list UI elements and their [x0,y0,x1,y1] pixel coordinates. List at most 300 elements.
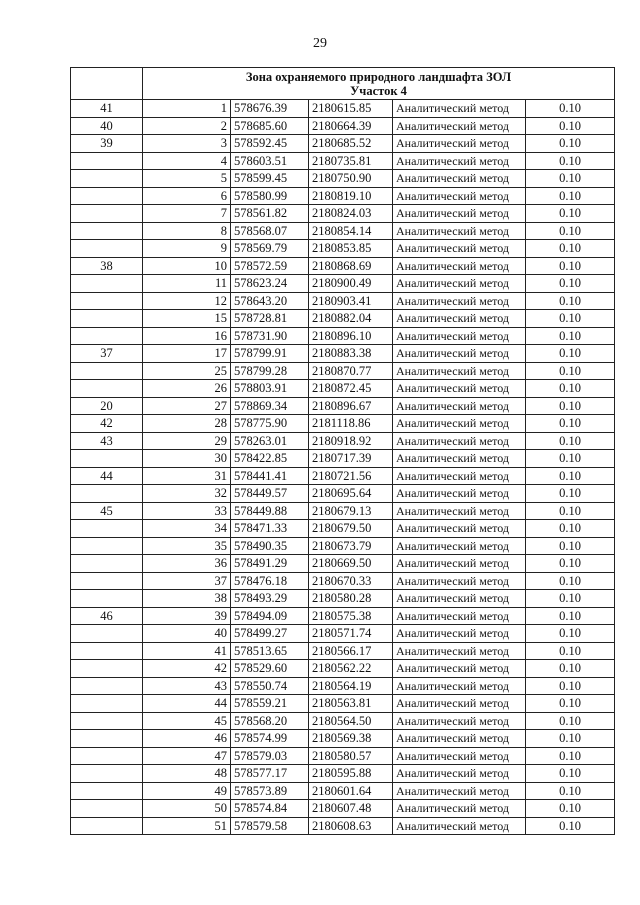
accuracy-cell: 0.10 [526,135,615,153]
method-cell: Аналитический метод [393,397,526,415]
point-number-cell: 51 [143,817,231,835]
accuracy-cell: 0.10 [526,572,615,590]
x-coordinate-cell: 578580.99 [231,187,309,205]
page-number: 29 [313,36,327,51]
group-number-cell: 46 [71,607,143,625]
method-cell: Аналитический метод [393,135,526,153]
method-cell: Аналитический метод [393,432,526,450]
point-number-cell: 4 [143,152,231,170]
accuracy-cell: 0.10 [526,520,615,538]
y-coordinate-cell: 2180854.14 [309,222,393,240]
group-number-cell [71,817,143,835]
group-number-cell [71,625,143,643]
group-number-cell [71,170,143,188]
x-coordinate-cell: 578728.81 [231,310,309,328]
y-coordinate-cell: 2180685.52 [309,135,393,153]
point-number-cell: 45 [143,712,231,730]
y-coordinate-cell: 2180580.28 [309,590,393,608]
x-coordinate-cell: 578449.57 [231,485,309,503]
y-coordinate-cell: 2180562.22 [309,660,393,678]
x-coordinate-cell: 578491.29 [231,555,309,573]
table-title [143,68,615,100]
y-coordinate-cell: 2180670.33 [309,572,393,590]
group-number-cell [71,292,143,310]
table-row [71,292,615,310]
accuracy-cell: 0.10 [526,782,615,800]
x-coordinate-cell: 578676.39 [231,100,309,118]
accuracy-cell: 0.10 [526,537,615,555]
accuracy-cell: 0.10 [526,275,615,293]
group-number-cell [71,380,143,398]
method-cell: Аналитический метод [393,362,526,380]
method-cell: Аналитический метод [393,642,526,660]
table-row [71,362,615,380]
method-cell: Аналитический метод [393,450,526,468]
x-coordinate-cell: 578561.82 [231,205,309,223]
method-cell: Аналитический метод [393,782,526,800]
x-coordinate-cell: 578803.91 [231,380,309,398]
y-coordinate-cell: 2180608.63 [309,817,393,835]
table-row [71,730,615,748]
point-number-cell: 50 [143,800,231,818]
table-header-row [71,68,615,100]
point-number-cell: 41 [143,642,231,660]
table-row [71,240,615,258]
method-cell: Аналитический метод [393,292,526,310]
table-row [71,467,615,485]
point-number-cell: 40 [143,625,231,643]
x-coordinate-cell: 578599.45 [231,170,309,188]
method-cell: Аналитический метод [393,345,526,363]
x-coordinate-cell: 578579.03 [231,747,309,765]
y-coordinate-cell: 2180853.85 [309,240,393,258]
x-coordinate-cell: 578569.79 [231,240,309,258]
method-cell: Аналитический метод [393,537,526,555]
method-cell: Аналитический метод [393,187,526,205]
y-coordinate-cell: 2180595.88 [309,765,393,783]
x-coordinate-cell: 578799.91 [231,345,309,363]
group-number-cell: 38 [71,257,143,275]
group-number-cell [71,555,143,573]
group-number-cell [71,660,143,678]
accuracy-cell: 0.10 [526,292,615,310]
table-row [71,450,615,468]
y-coordinate-cell: 2180601.64 [309,782,393,800]
point-number-cell: 10 [143,257,231,275]
table-row [71,222,615,240]
table-row [71,187,615,205]
method-cell: Аналитический метод [393,152,526,170]
y-coordinate-cell: 2180673.79 [309,537,393,555]
y-coordinate-cell: 2180566.17 [309,642,393,660]
table-row [71,520,615,538]
group-number-cell [71,205,143,223]
group-number-cell [71,747,143,765]
table-row [71,205,615,223]
x-coordinate-cell: 578572.59 [231,257,309,275]
y-coordinate-cell: 2180564.19 [309,677,393,695]
x-coordinate-cell: 578574.84 [231,800,309,818]
method-cell: Аналитический метод [393,502,526,520]
point-number-cell: 17 [143,345,231,363]
x-coordinate-cell: 578529.60 [231,660,309,678]
y-coordinate-cell: 2180918.92 [309,432,393,450]
y-coordinate-cell: 2180872.45 [309,380,393,398]
point-number-cell: 48 [143,765,231,783]
method-cell: Аналитический метод [393,712,526,730]
group-number-cell [71,450,143,468]
method-cell: Аналитический метод [393,747,526,765]
y-coordinate-cell: 2180903.41 [309,292,393,310]
group-number-cell [71,800,143,818]
accuracy-cell: 0.10 [526,642,615,660]
accuracy-cell: 0.10 [526,240,615,258]
x-coordinate-cell: 578592.45 [231,135,309,153]
y-coordinate-cell: 2180868.69 [309,257,393,275]
point-number-cell: 15 [143,310,231,328]
y-coordinate-cell: 2180571.74 [309,625,393,643]
group-number-cell [71,327,143,345]
x-coordinate-cell: 578494.09 [231,607,309,625]
method-cell: Аналитический метод [393,677,526,695]
method-cell: Аналитический метод [393,520,526,538]
point-number-cell: 39 [143,607,231,625]
group-number-cell [71,187,143,205]
y-coordinate-cell: 2180679.13 [309,502,393,520]
accuracy-cell: 0.10 [526,467,615,485]
y-coordinate-cell: 2180607.48 [309,800,393,818]
x-coordinate-cell: 578577.17 [231,765,309,783]
group-number-cell [71,695,143,713]
y-coordinate-cell: 2181118.86 [309,415,393,433]
table-row [71,712,615,730]
accuracy-cell: 0.10 [526,555,615,573]
group-number-cell [71,240,143,258]
point-number-cell: 27 [143,397,231,415]
x-coordinate-cell: 578568.20 [231,712,309,730]
group-number-cell [71,590,143,608]
method-cell: Аналитический метод [393,590,526,608]
x-coordinate-cell: 578643.20 [231,292,309,310]
method-cell: Аналитический метод [393,607,526,625]
y-coordinate-cell: 2180679.50 [309,520,393,538]
table-row [71,590,615,608]
point-number-cell: 3 [143,135,231,153]
table-row [71,345,615,363]
accuracy-cell: 0.10 [526,800,615,818]
coordinates-table [70,67,615,835]
point-number-cell: 42 [143,660,231,678]
table-row [71,747,615,765]
method-cell: Аналитический метод [393,100,526,118]
x-coordinate-cell: 578869.34 [231,397,309,415]
group-number-cell: 45 [71,502,143,520]
method-cell: Аналитический метод [393,485,526,503]
accuracy-cell: 0.10 [526,397,615,415]
method-cell: Аналитический метод [393,380,526,398]
table-title-section: Участок 4 [350,84,407,98]
table-row [71,572,615,590]
y-coordinate-cell: 2180824.03 [309,205,393,223]
y-coordinate-cell: 2180750.90 [309,170,393,188]
group-number-cell: 43 [71,432,143,450]
y-coordinate-cell: 2180564.50 [309,712,393,730]
point-number-cell: 30 [143,450,231,468]
y-coordinate-cell: 2180900.49 [309,275,393,293]
y-coordinate-cell: 2180896.67 [309,397,393,415]
accuracy-cell: 0.10 [526,590,615,608]
point-number-cell: 29 [143,432,231,450]
group-number-cell: 20 [71,397,143,415]
accuracy-cell: 0.10 [526,485,615,503]
x-coordinate-cell: 578568.07 [231,222,309,240]
point-number-cell: 1 [143,100,231,118]
point-number-cell: 33 [143,502,231,520]
point-number-cell: 28 [143,415,231,433]
table-row [71,432,615,450]
accuracy-cell: 0.10 [526,415,615,433]
accuracy-cell: 0.10 [526,222,615,240]
accuracy-cell: 0.10 [526,625,615,643]
accuracy-cell: 0.10 [526,432,615,450]
y-coordinate-cell: 2180882.04 [309,310,393,328]
method-cell: Аналитический метод [393,625,526,643]
accuracy-cell: 0.10 [526,765,615,783]
y-coordinate-cell: 2180575.38 [309,607,393,625]
point-number-cell: 36 [143,555,231,573]
accuracy-cell: 0.10 [526,310,615,328]
point-number-cell: 8 [143,222,231,240]
x-coordinate-cell: 578441.41 [231,467,309,485]
method-cell: Аналитический метод [393,765,526,783]
method-cell: Аналитический метод [393,800,526,818]
point-number-cell: 16 [143,327,231,345]
group-number-cell: 42 [71,415,143,433]
table-row [71,502,615,520]
table-row [71,607,615,625]
table-row [71,327,615,345]
x-coordinate-cell: 578550.74 [231,677,309,695]
table-row [71,765,615,783]
y-coordinate-cell: 2180735.81 [309,152,393,170]
group-number-cell [71,782,143,800]
point-number-cell: 34 [143,520,231,538]
point-number-cell: 47 [143,747,231,765]
table-row [71,310,615,328]
y-coordinate-cell: 2180819.10 [309,187,393,205]
group-number-cell: 37 [71,345,143,363]
method-cell: Аналитический метод [393,275,526,293]
x-coordinate-cell: 578603.51 [231,152,309,170]
method-cell: Аналитический метод [393,205,526,223]
method-cell: Аналитический метод [393,117,526,135]
x-coordinate-cell: 578574.99 [231,730,309,748]
accuracy-cell: 0.10 [526,100,615,118]
group-number-cell: 39 [71,135,143,153]
table-row [71,555,615,573]
table-row [71,100,615,118]
point-number-cell: 11 [143,275,231,293]
accuracy-cell: 0.10 [526,170,615,188]
y-coordinate-cell: 2180563.81 [309,695,393,713]
group-number-cell: 41 [71,100,143,118]
table-body [71,68,615,835]
y-coordinate-cell: 2180580.57 [309,747,393,765]
table-row [71,695,615,713]
x-coordinate-cell: 578490.35 [231,537,309,555]
point-number-cell: 49 [143,782,231,800]
y-coordinate-cell: 2180664.39 [309,117,393,135]
method-cell: Аналитический метод [393,240,526,258]
table-row [71,135,615,153]
x-coordinate-cell: 578422.85 [231,450,309,468]
accuracy-cell: 0.10 [526,730,615,748]
point-number-cell: 7 [143,205,231,223]
accuracy-cell: 0.10 [526,747,615,765]
table-row [71,275,615,293]
accuracy-cell: 0.10 [526,362,615,380]
y-coordinate-cell: 2180896.10 [309,327,393,345]
x-coordinate-cell: 578731.90 [231,327,309,345]
accuracy-cell: 0.10 [526,502,615,520]
table-row [71,537,615,555]
x-coordinate-cell: 578579.58 [231,817,309,835]
y-coordinate-cell: 2180721.56 [309,467,393,485]
table-row [71,485,615,503]
x-coordinate-cell: 578499.27 [231,625,309,643]
group-number-cell [71,537,143,555]
point-number-cell: 26 [143,380,231,398]
point-number-cell: 44 [143,695,231,713]
accuracy-cell: 0.10 [526,257,615,275]
point-number-cell: 25 [143,362,231,380]
table-title-zone: Зона охраняемого природного ландшафта ЗОЛ [245,70,512,84]
table-row [71,380,615,398]
x-coordinate-cell: 578476.18 [231,572,309,590]
method-cell: Аналитический метод [393,817,526,835]
table-row [71,817,615,835]
x-coordinate-cell: 578799.28 [231,362,309,380]
accuracy-cell: 0.10 [526,817,615,835]
method-cell: Аналитический метод [393,415,526,433]
point-number-cell: 43 [143,677,231,695]
point-number-cell: 46 [143,730,231,748]
point-number-cell: 31 [143,467,231,485]
x-coordinate-cell: 578623.24 [231,275,309,293]
accuracy-cell: 0.10 [526,205,615,223]
table-row [71,642,615,660]
point-number-cell: 2 [143,117,231,135]
point-number-cell: 6 [143,187,231,205]
point-number-cell: 12 [143,292,231,310]
method-cell: Аналитический метод [393,695,526,713]
x-coordinate-cell: 578775.90 [231,415,309,433]
header-empty-cell [71,68,143,100]
group-number-cell [71,222,143,240]
x-coordinate-cell: 578573.89 [231,782,309,800]
x-coordinate-cell: 578513.65 [231,642,309,660]
group-number-cell [71,642,143,660]
group-number-cell [71,275,143,293]
table-row [71,257,615,275]
method-cell: Аналитический метод [393,730,526,748]
accuracy-cell: 0.10 [526,327,615,345]
table-row [71,397,615,415]
method-cell: Аналитический метод [393,555,526,573]
table-row [71,800,615,818]
table-row [71,625,615,643]
y-coordinate-cell: 2180717.39 [309,450,393,468]
x-coordinate-cell: 578685.60 [231,117,309,135]
y-coordinate-cell: 2180870.77 [309,362,393,380]
x-coordinate-cell: 578559.21 [231,695,309,713]
table-row [71,677,615,695]
method-cell: Аналитический метод [393,170,526,188]
method-cell: Аналитический метод [393,572,526,590]
table-row [71,152,615,170]
accuracy-cell: 0.10 [526,380,615,398]
point-number-cell: 9 [143,240,231,258]
point-number-cell: 38 [143,590,231,608]
y-coordinate-cell: 2180615.85 [309,100,393,118]
group-number-cell [71,765,143,783]
method-cell: Аналитический метод [393,660,526,678]
accuracy-cell: 0.10 [526,117,615,135]
y-coordinate-cell: 2180883.38 [309,345,393,363]
point-number-cell: 32 [143,485,231,503]
group-number-cell [71,677,143,695]
method-cell: Аналитический метод [393,467,526,485]
y-coordinate-cell: 2180669.50 [309,555,393,573]
y-coordinate-cell: 2180695.64 [309,485,393,503]
y-coordinate-cell: 2180569.38 [309,730,393,748]
method-cell: Аналитический метод [393,310,526,328]
group-number-cell [71,362,143,380]
x-coordinate-cell: 578263.01 [231,432,309,450]
group-number-cell [71,712,143,730]
group-number-cell [71,572,143,590]
point-number-cell: 37 [143,572,231,590]
accuracy-cell: 0.10 [526,607,615,625]
table-row [71,117,615,135]
accuracy-cell: 0.10 [526,187,615,205]
accuracy-cell: 0.10 [526,450,615,468]
accuracy-cell: 0.10 [526,152,615,170]
point-number-cell: 35 [143,537,231,555]
accuracy-cell: 0.10 [526,660,615,678]
x-coordinate-cell: 578471.33 [231,520,309,538]
group-number-cell [71,152,143,170]
method-cell: Аналитический метод [393,327,526,345]
table-row [71,415,615,433]
accuracy-cell: 0.10 [526,345,615,363]
x-coordinate-cell: 578449.88 [231,502,309,520]
accuracy-cell: 0.10 [526,677,615,695]
table-row [71,660,615,678]
group-number-cell [71,310,143,328]
x-coordinate-cell: 578493.29 [231,590,309,608]
table-row [71,782,615,800]
group-number-cell [71,485,143,503]
method-cell: Аналитический метод [393,257,526,275]
method-cell: Аналитический метод [393,222,526,240]
group-number-cell [71,520,143,538]
group-number-cell: 44 [71,467,143,485]
accuracy-cell: 0.10 [526,695,615,713]
group-number-cell: 40 [71,117,143,135]
point-number-cell: 5 [143,170,231,188]
accuracy-cell: 0.10 [526,712,615,730]
